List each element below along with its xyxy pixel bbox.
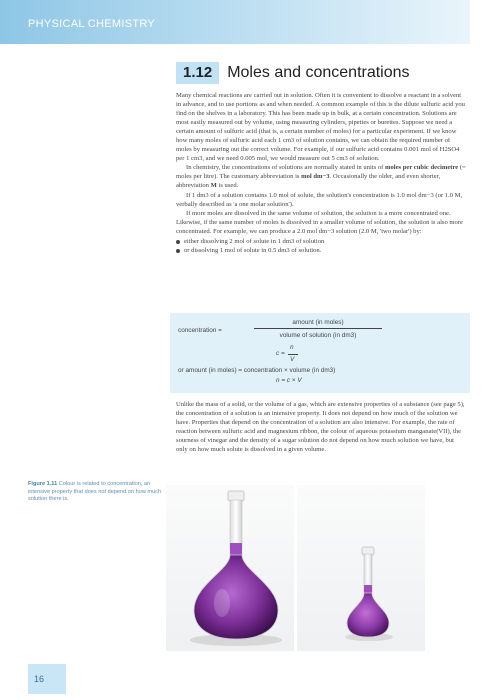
figure-label: Figure 1.11 — [28, 481, 58, 487]
p2-text-d: is used. — [216, 182, 239, 190]
p2-text-b: (= moles per litre). The customary abbreviation is — [176, 164, 466, 181]
formula-denominator: volume of solution (in dm3) — [279, 332, 357, 339]
volumetric-flask-large-icon — [166, 485, 294, 651]
paragraph-5: Unlike the mass of a solid, or the volume of a gas, which are extensive properties of a substance (see page 5), the concentration of a solution is an intensive property. It does not depend on how much of the solution we have. Properties that depend on the concentration of a solution are also intensive. For example, the rate of reaction between sulfuric acid and magnesium ribbon, the colour of aqueous potassium manganate(VII), the sourness of vinegar and the density of a sugar solution do not depend on how much solution we have, but only on how much solute is dissolved in a given volume. — [176, 401, 465, 454]
figure-caption — [28, 481, 166, 504]
page-number-box — [28, 664, 66, 694]
section-heading — [176, 62, 410, 84]
bullet-list — [176, 237, 467, 255]
formula-concentration-label: concentration = — [178, 327, 222, 334]
p2-unit-M: M — [210, 182, 217, 190]
main-body-text — [176, 91, 467, 255]
paragraph-3: If 1 dm3 of a solution contains 1.0 mol of solute, the solution's concentration is 1.0 mol dm−3 (or 1.0 M, verbally described as 'a one molar solution'). — [176, 191, 463, 208]
volumetric-flask-small-icon — [297, 485, 425, 651]
c-eq-label: c = — [276, 350, 285, 357]
formula-c-eq — [276, 344, 295, 363]
paragraph-1: Many chemical reactions are carried out in solution. Often it is convenient to dissolve a reactant in a solvent in advance, and to use portions as and when needed. A common example of this is the dilute sulfuric acid you find on the shelves in a laboratory. This has been made up in bulk, at a certain concentration. Solutions are most easily measured out by volume, using measuring cylinders, pipettes or burettes. Suppose we need a certain amount of sulfuric acid (that is, a certain number of moles) for a particular experiment. If we know how many moles of sulfuric acid each 1 cm3 of solution contains, we can obtain the required number of moles by measuring out the correct volume. For example, if our sulfuric acid contains 0.001 mol of H2SO4 per 1 cm3, and we need 0.005 mol, we would measure out 5 cm3 of solution. — [176, 92, 465, 163]
section-title: Moles and concentrations — [227, 64, 410, 81]
fraction-bar — [254, 328, 382, 329]
running-header-title: PHYSICAL CHEMISTRY — [28, 18, 156, 30]
paragraph-4: If more moles are dissolved in the same volume of solution, the solution is a more concentrated one. Likewise, if the same number of moles is dissolved in a smaller volume of solution, the solution is also more concentrated. For example, we can produce a 2.0 mol dm−3 solution (2.0 M, 'two molar') by: — [176, 209, 463, 235]
formula-or-line: or amount (in moles) = concentration × volume (in dm3) — [178, 367, 336, 374]
formula-numerator: amount (in moles) — [292, 319, 344, 326]
formula-box — [170, 313, 470, 393]
p2-bold-term: moles per cubic decimetre — [385, 164, 459, 172]
c-fraction-bar — [288, 354, 298, 355]
c-denominator: V — [290, 356, 295, 363]
p2-text-c: . Occasionally the older, and even shorter, abbreviation — [176, 173, 441, 190]
p2-text-a: In chemistry, the concentrations of solutions are normally stated in units of — [186, 164, 385, 172]
photo-small-flask — [297, 485, 425, 651]
c-numerator: n — [290, 344, 294, 351]
formula-n-eq: n = c × V — [276, 377, 302, 384]
paragraph-2 — [176, 163, 467, 190]
page-number: 16 — [34, 674, 45, 684]
section-number: 1.12 — [176, 62, 219, 84]
p2-unit: mol dm−3 — [301, 173, 330, 181]
photo-large-flask — [166, 485, 294, 651]
body-paragraph-intensive — [176, 400, 467, 454]
bullet-item: or dissolving 1 mol of solute in 0.5 dm3 of solution. — [176, 246, 467, 255]
bullet-item: either dissolving 2 mol of solute in 1 dm3 of solution — [176, 237, 467, 246]
figure-caption-text: Colour is related to concentration, an intensive property that does not depend on how much solution there is. — [28, 481, 162, 503]
